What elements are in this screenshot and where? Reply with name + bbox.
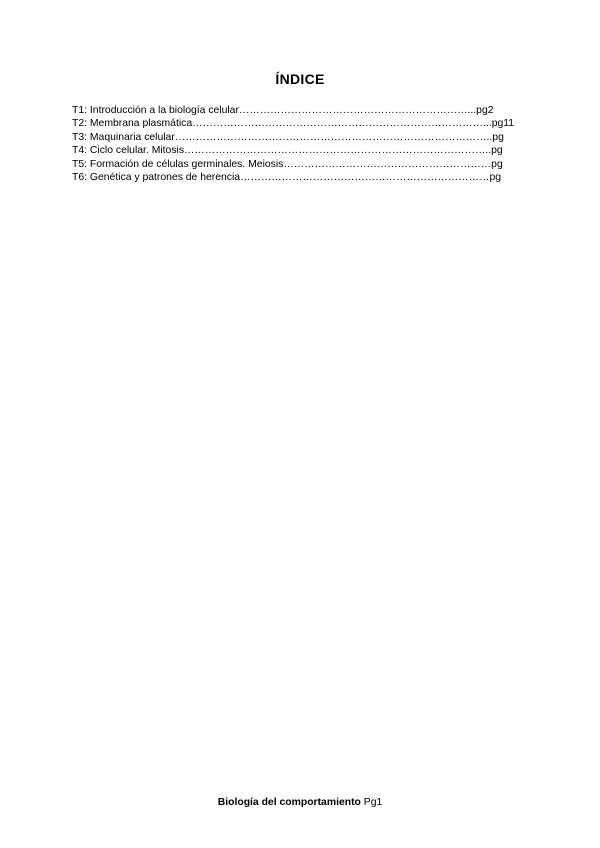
page-title: ÍNDICE	[275, 71, 325, 87]
toc-entry-t6: T6: Genética y patrones de herencia………………………………………………………………pg	[72, 172, 502, 184]
table-of-contents	[72, 104, 514, 184]
toc-entry-t1: T1: Introducción a la biología celular…………………………………………………………...pg2	[72, 105, 494, 116]
page-footer	[0, 797, 600, 808]
footer-document-title: Biología del comportamiento	[217, 797, 361, 808]
toc-entry-t2: T2: Membrana plasmática…………………………………………………………………………...pg11	[72, 118, 515, 130]
toc-entry-t5: T5: Formación de células germinales. Meiosis……………………………………………………pg	[72, 158, 503, 170]
toc-entry-t3: T3: Maquinaria celular………………………………………………………………………………..pg	[72, 131, 504, 143]
toc-entry-t4: T4: Ciclo celular. Mitosis……………………………………………………………………………..pg	[72, 145, 503, 157]
footer-page-number: Pg1	[360, 797, 383, 808]
